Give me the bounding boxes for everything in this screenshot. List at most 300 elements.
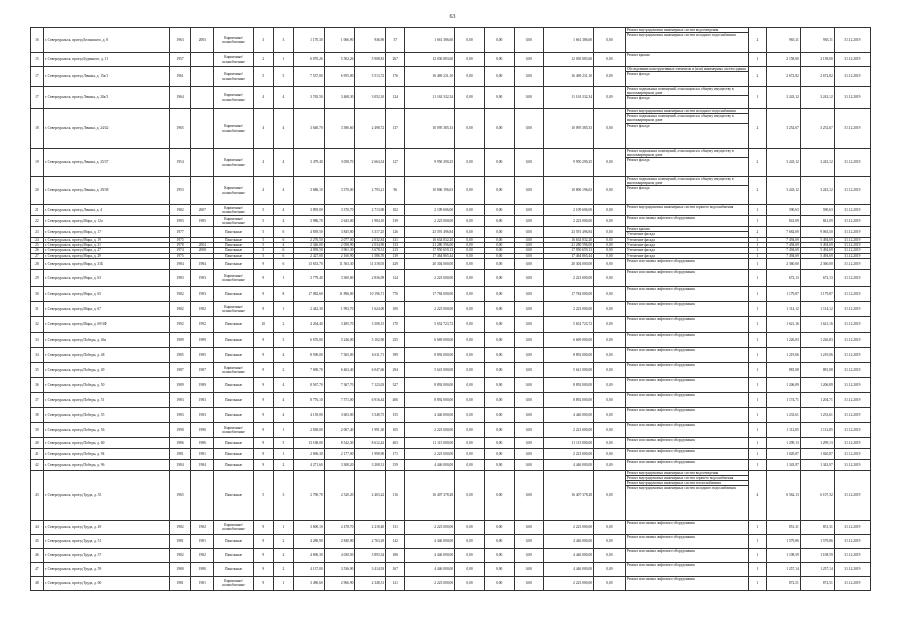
other-funds-cell: 0,00 <box>594 258 626 269</box>
deadline-cell: 31.12.2019 <box>834 392 870 407</box>
works-cell <box>625 422 748 437</box>
local-budget-cell: 0,00 <box>514 362 544 377</box>
year-built-cell: 1984 <box>169 459 190 470</box>
table-row <box>31 177 871 205</box>
entrances-cell: 2 <box>273 562 293 576</box>
unit-cost-cell: 7 494,69 <box>766 248 800 253</box>
other-funds-cell: 0,00 <box>594 362 626 377</box>
work-type-item: Ремонт крыши <box>626 53 650 57</box>
wall-material-cell: Кирпичные/ шлакоблочные <box>214 53 253 67</box>
unit-cost-cell: 1 114,12 <box>766 301 800 316</box>
living-area-cell: 3 536,90 <box>324 562 355 576</box>
entrances-cell: 4 <box>273 149 293 177</box>
living-area-cell: 2 520,20 <box>324 470 355 520</box>
total-area-cell: 3 686,10 <box>293 177 324 205</box>
owners-area-cell: 2 403,22 <box>355 470 386 520</box>
max-unit-cost-cell: 872,51 <box>800 576 834 590</box>
fund-cell: 0,00 <box>455 258 485 269</box>
works-cell <box>625 316 748 332</box>
local-budget-cell: 0,00 <box>514 459 544 470</box>
works-cell <box>625 362 748 377</box>
regional-budget-cell: 0,00 <box>484 470 514 520</box>
wall-material-cell: Панельные <box>214 562 253 576</box>
other-funds-cell: 0,00 <box>594 347 626 362</box>
fund-cell: 0,00 <box>455 149 485 177</box>
entrances-cell: 1 <box>273 520 293 534</box>
owners-funds-cell: 9 950 290,25 <box>544 149 594 177</box>
total-cost-cell: 4 446 000,00 <box>405 548 455 562</box>
work-type-item: Ремонт фасада <box>626 186 650 191</box>
owners-funds-cell: 17 784 000,00 <box>544 286 594 301</box>
unit-cost-cell: 1 579,86 <box>766 534 800 548</box>
works-count-cell: 2 <box>748 177 766 205</box>
residents-cell: 137 <box>386 109 405 149</box>
year-built-cell: 1992 <box>169 316 190 332</box>
local-budget-cell: 0,00 <box>514 109 544 149</box>
year-renovated-cell <box>191 149 214 177</box>
total-cost-cell: 17 784 000,00 <box>405 286 455 301</box>
floors-cell: 5 <box>253 67 273 87</box>
total-cost-cell: 2 223 000,00 <box>405 269 455 286</box>
deadline-cell: 31.12.2019 <box>834 286 870 301</box>
fund-cell: 0,00 <box>455 459 485 470</box>
total-area-cell: 3 490,60 <box>293 576 324 590</box>
fund-cell: 0,00 <box>455 109 485 149</box>
other-funds-cell: 0,00 <box>594 53 626 67</box>
owners-funds-cell: 8 892 000,00 <box>544 377 594 392</box>
year-built-cell: 1964 <box>169 87 190 109</box>
max-unit-cost-cell: 3 243,12 <box>800 177 834 205</box>
local-budget-cell: 0,00 <box>514 216 544 227</box>
unit-cost-cell: 1 257,14 <box>766 562 800 576</box>
max-unit-cost-cell: 9 063,50 <box>800 227 834 238</box>
local-budget-cell: 0,00 <box>514 28 544 53</box>
local-budget-cell: 0,00 <box>514 248 544 253</box>
residents-cell: 96 <box>386 177 405 205</box>
table-row <box>31 347 871 362</box>
residents-cell: 176 <box>386 67 405 87</box>
regional-budget-cell: 0,00 <box>484 332 514 347</box>
living-area-cell: 3 485,70 <box>324 316 355 332</box>
works-cell <box>625 205 748 216</box>
regional-budget-cell: 0,00 <box>484 258 514 269</box>
wall-material-cell: Панельные <box>214 248 253 253</box>
other-funds-cell: 0,00 <box>594 316 626 332</box>
floors-cell: 4 <box>253 87 273 109</box>
total-area-cell: 4 137,00 <box>293 562 324 576</box>
residents-cell: 37 <box>386 28 405 53</box>
address-cell: г. Североуральск, проезд Мира, д. 17 <box>43 227 169 238</box>
floors-cell: 2 <box>253 53 273 67</box>
owners-funds-cell: 23 591 496,84 <box>544 227 594 238</box>
address-cell: г. Североуральск, проезд Труда, д. 60 <box>43 576 169 590</box>
total-area-cell: 8 590,00 <box>293 347 324 362</box>
total-area-cell: 2 276,50 <box>293 238 324 243</box>
wall-material-cell: Кирпичные/ шлакоблочные <box>214 149 253 177</box>
entrances-cell: 3 <box>273 332 293 347</box>
owners-area-cell: 3 052,10 <box>355 87 386 109</box>
row-number: 24 <box>31 238 44 243</box>
regional-budget-cell: 0,00 <box>484 87 514 109</box>
living-area-cell: 6 955,00 <box>324 67 355 87</box>
year-built-cell: 1982 <box>169 520 190 534</box>
total-cost-cell: 2 223 000,00 <box>405 576 455 590</box>
table-row <box>31 448 871 459</box>
other-funds-cell: 0,00 <box>594 392 626 407</box>
work-type-item: Ремонт подвальных помещений, относящихся к общему имуществу в многоквартирном доме <box>626 87 748 96</box>
floors-cell: 4 <box>253 109 273 149</box>
year-built-cell: 1982 <box>169 548 190 562</box>
entrances-cell: 1 <box>273 448 293 459</box>
row-number: 33 <box>31 332 44 347</box>
unit-cost-cell: 1 020,87 <box>766 448 800 459</box>
entrances-cell: 2 <box>273 548 293 562</box>
works-count-cell: 2 <box>748 227 766 238</box>
row-number: 36 <box>31 377 44 392</box>
max-unit-cost-cell: 841,09 <box>800 216 834 227</box>
other-funds-cell: 0,00 <box>594 301 626 316</box>
residents-cell: 116 <box>386 470 405 520</box>
address-cell: г. Североуральск, проезд Труда, д. 59 <box>43 562 169 576</box>
total-cost-cell: 8 892 000,00 <box>405 392 455 407</box>
local-budget-cell: 0,00 <box>514 377 544 392</box>
regional-budget-cell: 0,00 <box>484 53 514 67</box>
table-body <box>31 28 871 591</box>
row-number: 32 <box>31 316 44 332</box>
work-type-item: Утепление фасада <box>626 248 655 253</box>
owners-area-cell: 3 678,31 <box>355 248 386 253</box>
entrances-cell: 4 <box>273 392 293 407</box>
works-count-cell: 1 <box>748 407 766 422</box>
year-built-cell: 1983 <box>169 407 190 422</box>
deadline-cell: 31.12.2019 <box>834 520 870 534</box>
deadline-cell: 31.12.2019 <box>834 149 870 177</box>
regional-budget-cell: 0,00 <box>484 269 514 286</box>
owners-area-cell: 6 611,71 <box>355 347 386 362</box>
total-area-cell: 1 170,30 <box>293 28 324 53</box>
owners-funds-cell: 4 446 000,00 <box>544 562 594 576</box>
fund-cell: 0,00 <box>455 28 485 53</box>
works-count-cell: 1 <box>748 347 766 362</box>
owners-area-cell: 6 916,44 <box>355 392 386 407</box>
total-cost-cell: 12 030 083,60 <box>405 53 455 67</box>
living-area-cell: 7 571,00 <box>324 392 355 407</box>
residents-cell: 131 <box>386 238 405 243</box>
works-count-cell: 1 <box>748 332 766 347</box>
address-cell: г. Североуральск, проезд Буденного, д. 11 <box>43 53 169 67</box>
work-type-item: Ремонт внутридомовых инженерных систем горячего водоснабжения <box>626 476 748 481</box>
row-number: 17 <box>31 67 44 87</box>
wall-material-cell: Кирпичные/ шлакоблочные <box>214 520 253 534</box>
works-count-cell: 1 <box>748 243 766 248</box>
works-cell <box>625 392 748 407</box>
floors-cell: 4 <box>253 149 273 177</box>
entrances-cell: 4 <box>273 205 293 216</box>
year-renovated-cell: 1981 <box>191 576 214 590</box>
fund-cell: 0,00 <box>455 377 485 392</box>
unit-cost-cell: 672,13 <box>766 269 800 286</box>
year-built-cell: 1986 <box>169 437 190 448</box>
works-count-cell: 2 <box>748 109 766 149</box>
year-renovated-cell: 1983 <box>191 269 214 286</box>
owners-funds-cell: 21 280 596,00 <box>544 243 594 248</box>
total-cost-cell: 1 661 386,60 <box>405 28 455 53</box>
works-cell <box>625 407 748 422</box>
year-built-cell: 1981 <box>169 534 190 548</box>
regional-budget-cell: 0,00 <box>484 248 514 253</box>
floors-cell: 9 <box>253 347 273 362</box>
regional-budget-cell: 0,00 <box>484 534 514 548</box>
entrances-cell: 4 <box>273 87 293 109</box>
other-funds-cell: 0,00 <box>594 459 626 470</box>
regional-budget-cell: 0,00 <box>484 286 514 301</box>
owners-funds-cell: 2 223 000,00 <box>544 448 594 459</box>
year-renovated-cell: 1989 <box>191 377 214 392</box>
table-row <box>31 392 871 407</box>
local-budget-cell: 0,00 <box>514 448 544 459</box>
wall-material-cell: Кирпичные/ шлакоблочные <box>214 576 253 590</box>
max-unit-cost-cell: 5 494,69 <box>800 243 834 248</box>
owners-funds-cell: 1 661 386,60 <box>544 28 594 53</box>
unit-cost-cell: 1 108,59 <box>766 548 800 562</box>
address-cell: г. Североуральск, проезд Мира, д. 69/3Ф <box>43 316 169 332</box>
deadline-cell: 31.12.2019 <box>834 177 870 205</box>
year-built-cell: 1982 <box>169 286 190 301</box>
unit-cost-cell: 1 112,85 <box>766 422 800 437</box>
owners-funds-cell: 11 115 000,00 <box>544 437 594 448</box>
address-cell: г. Североуральск, проезд Победы, д. 60 <box>43 437 169 448</box>
local-budget-cell: 0,00 <box>514 534 544 548</box>
address-cell: г. Североуральск, проезд Ленина, д. 25/37 <box>43 149 169 177</box>
deadline-cell: 31.12.2019 <box>834 534 870 548</box>
works-cell <box>625 177 748 205</box>
total-area-cell: 8 567,70 <box>293 377 324 392</box>
total-area-cell: 2 790,70 <box>293 470 324 520</box>
deadline-cell: 31.12.2019 <box>834 576 870 590</box>
regional-budget-cell: 0,00 <box>484 548 514 562</box>
wall-material-cell: Панельные <box>214 548 253 562</box>
living-area-cell: 2 478,70 <box>324 520 355 534</box>
fund-cell: 0,00 <box>455 332 485 347</box>
total-area-cell: 2 427,00 <box>293 253 324 258</box>
living-area-cell: 3 961,30 <box>324 248 355 253</box>
unit-cost-cell: 1 299,13 <box>766 437 800 448</box>
unit-cost-cell: 2 672,82 <box>766 67 800 87</box>
address-cell: г. Североуральск, проезд Победы, д. 51 <box>43 392 169 407</box>
wall-material-cell: Панельные <box>214 253 253 258</box>
total-cost-cell: 4 446 000,00 <box>405 459 455 470</box>
residents-cell: 121 <box>386 576 405 590</box>
fund-cell: 0,00 <box>455 407 485 422</box>
works-count-cell: 1 <box>748 269 766 286</box>
work-type-item: Ремонт фасада <box>626 96 650 101</box>
owners-funds-cell: 4 446 000,00 <box>544 534 594 548</box>
max-unit-cost-cell: 2 360,00 <box>800 258 834 269</box>
fund-cell: 0,00 <box>455 177 485 205</box>
residents-cell: 294 <box>386 362 405 377</box>
residents-cell: 167 <box>386 562 405 576</box>
residents-cell: 186 <box>386 548 405 562</box>
total-cost-cell: 2 223 000,00 <box>405 520 455 534</box>
other-funds-cell: 0,00 <box>594 332 626 347</box>
year-renovated-cell: 1982 <box>191 520 214 534</box>
residents-cell: 776 <box>386 286 405 301</box>
fund-cell: 0,00 <box>455 205 485 216</box>
wall-material-cell: Кирпичные/ шлакоблочные <box>214 177 253 205</box>
max-unit-cost-cell: 6 107,32 <box>800 470 834 520</box>
total-area-cell: 2 838,00 <box>293 422 324 437</box>
other-funds-cell: 0,00 <box>594 407 626 422</box>
row-number: 38 <box>31 407 44 422</box>
owners-area-cell: 2 032,84 <box>355 238 386 243</box>
works-cell <box>625 87 748 109</box>
max-unit-cost-cell: 5 494,69 <box>800 253 834 258</box>
deadline-cell: 31.12.2019 <box>834 258 870 269</box>
max-unit-cost-cell: 672,13 <box>800 269 834 286</box>
living-area-cell: 2 177,00 <box>324 448 355 459</box>
owners-area-cell: 5 102,90 <box>355 332 386 347</box>
living-area-cell: 3 058,70 <box>324 149 355 177</box>
living-area-cell: 2 007,40 <box>324 422 355 437</box>
year-renovated-cell: 2003 <box>191 28 214 53</box>
living-area-cell: 2 643,00 <box>324 216 355 227</box>
wall-material-cell: Кирпичные/ шлакоблочные <box>214 28 253 53</box>
floors-cell: 9 <box>253 407 273 422</box>
max-unit-cost-cell: 1 579,86 <box>800 534 834 548</box>
other-funds-cell: 0,00 <box>594 576 626 590</box>
owners-area-cell: 6 047,66 <box>355 362 386 377</box>
entrances-cell: 2 <box>273 534 293 548</box>
living-area-cell: 3 370,70 <box>324 205 355 216</box>
table-row <box>31 216 871 227</box>
owners-area-cell: 2 836,09 <box>355 269 386 286</box>
wall-material-cell: Кирпичные/ шлакоблочные <box>214 205 253 216</box>
year-renovated-cell: 1983 <box>191 392 214 407</box>
total-area-cell: 3 479,40 <box>293 149 324 177</box>
address-cell: г. Североуральск, проезд Победы, д. 48 <box>43 347 169 362</box>
living-area-cell: 3 370,00 <box>324 177 355 205</box>
local-budget-cell: 0,00 <box>514 332 544 347</box>
deadline-cell: 31.12.2019 <box>834 248 870 253</box>
total-area-cell: 3 600,10 <box>293 520 324 534</box>
year-renovated-cell: 1992 <box>191 316 214 332</box>
deadline-cell: 31.12.2019 <box>834 253 870 258</box>
living-area-cell: 5 246,00 <box>324 332 355 347</box>
floors-cell: 5 <box>253 216 273 227</box>
deadline-cell: 31.12.2019 <box>834 459 870 470</box>
living-area-cell: 2 058,90 <box>324 243 355 248</box>
unit-cost-cell: 3 243,12 <box>766 149 800 177</box>
work-type-item: Ремонт или замена лифтового оборудования <box>626 377 695 382</box>
other-funds-cell: 0,00 <box>594 87 626 109</box>
total-area-cell: 3 779,40 <box>293 269 324 286</box>
max-unit-cost-cell: 5 494,69 <box>800 238 834 243</box>
regional-budget-cell: 0,00 <box>484 392 514 407</box>
works-count-cell: 1 <box>748 548 766 562</box>
unit-cost-cell: 1 343,97 <box>766 459 800 470</box>
work-type-item: Ремонт или замена лифтового оборудования <box>626 562 695 567</box>
floors-cell: 9 <box>253 377 273 392</box>
owners-funds-cell: 5 652 723,72 <box>544 316 594 332</box>
works-cell <box>625 448 748 459</box>
year-built-cell: 1975 <box>169 238 190 243</box>
work-type-item: Ремонт или замена лифтового оборудования <box>626 332 695 337</box>
total-cost-cell: 2 223 000,00 <box>405 448 455 459</box>
works-count-cell: 1 <box>748 448 766 459</box>
address-cell: г. Североуральск, проезд Труда, д. 35 <box>43 470 169 520</box>
total-area-cell: 7 537,00 <box>293 67 324 87</box>
row-number: 45 <box>31 534 44 548</box>
table-row <box>31 377 871 392</box>
year-built-cell: 1989 <box>169 332 190 347</box>
entrances-cell: 2 <box>273 362 293 377</box>
wall-material-cell: Панельные <box>214 459 253 470</box>
owners-funds-cell: 2 223 000,00 <box>544 422 594 437</box>
entrances-cell: 6 <box>273 248 293 253</box>
table-row <box>31 109 871 149</box>
works-count-cell: 1 <box>748 377 766 392</box>
wall-material-cell: Панельные <box>214 448 253 459</box>
fund-cell: 0,00 <box>455 53 485 67</box>
regional-budget-cell: 0,00 <box>484 520 514 534</box>
address-cell: г. Североуральск, проезд Мира, д. 67 <box>43 301 169 316</box>
wall-material-cell: Панельные <box>214 377 253 392</box>
work-type-item: Ремонт фасада <box>626 123 650 128</box>
living-area-cell: 5 502,26 <box>324 53 355 67</box>
fund-cell: 0,00 <box>455 534 485 548</box>
work-type-item: Ремонт или замена лифтового оборудования <box>626 258 695 263</box>
living-area-cell: 2 840,90 <box>324 534 355 548</box>
works-count-cell: 1 <box>748 301 766 316</box>
total-area-cell: 4 280,90 <box>293 534 324 548</box>
max-unit-cost-cell: 5 494,69 <box>800 248 834 253</box>
other-funds-cell: 0,00 <box>594 216 626 227</box>
living-area-cell: 2 077,00 <box>324 238 355 243</box>
row-number: 37 <box>31 392 44 407</box>
works-cell <box>625 216 748 227</box>
owners-area-cell: 2 498,72 <box>355 109 386 149</box>
entrances-cell: 1 <box>273 576 293 590</box>
deadline-cell: 31.12.2019 <box>834 332 870 347</box>
work-type-item: Ремонт внутридомовых инженерных систем холодного водоснабжения <box>626 486 736 491</box>
total-cost-cell: 20 304 000,00 <box>405 258 455 269</box>
wall-material-cell: Панельные <box>214 437 253 448</box>
owners-funds-cell: 16 469 231,10 <box>544 67 594 87</box>
floors-cell: 9 <box>253 258 273 269</box>
total-area-cell: 2 442,30 <box>293 301 324 316</box>
total-cost-cell: 16 469 231,10 <box>405 67 455 87</box>
work-type-item: Ремонт внутридомовых инженерных систем водоотведения <box>626 471 748 476</box>
year-built-cell: 1980 <box>169 562 190 576</box>
local-budget-cell: 0,00 <box>514 258 544 269</box>
total-area-cell: 6 676,00 <box>293 332 324 347</box>
other-funds-cell: 0,00 <box>594 205 626 216</box>
other-funds-cell: 0,00 <box>594 562 626 576</box>
owners-area-cell: 2 713,90 <box>355 205 386 216</box>
works-count-cell: 1 <box>748 562 766 576</box>
total-area-cell: 3 765,50 <box>293 87 324 109</box>
total-cost-cell: 6 669 000,00 <box>405 332 455 347</box>
year-built-cell: 1957 <box>169 53 190 67</box>
row-number: 35 <box>31 362 44 377</box>
owners-funds-cell: 2 223 000,00 <box>544 520 594 534</box>
works-count-cell: 1 <box>748 392 766 407</box>
table-row <box>31 362 871 377</box>
floors-cell: 9 <box>253 548 273 562</box>
wall-material-cell: Кирпичные/ шлакоблочные <box>214 67 253 87</box>
year-renovated-cell: 1981 <box>191 534 214 548</box>
floors-cell: 5 <box>253 205 273 216</box>
